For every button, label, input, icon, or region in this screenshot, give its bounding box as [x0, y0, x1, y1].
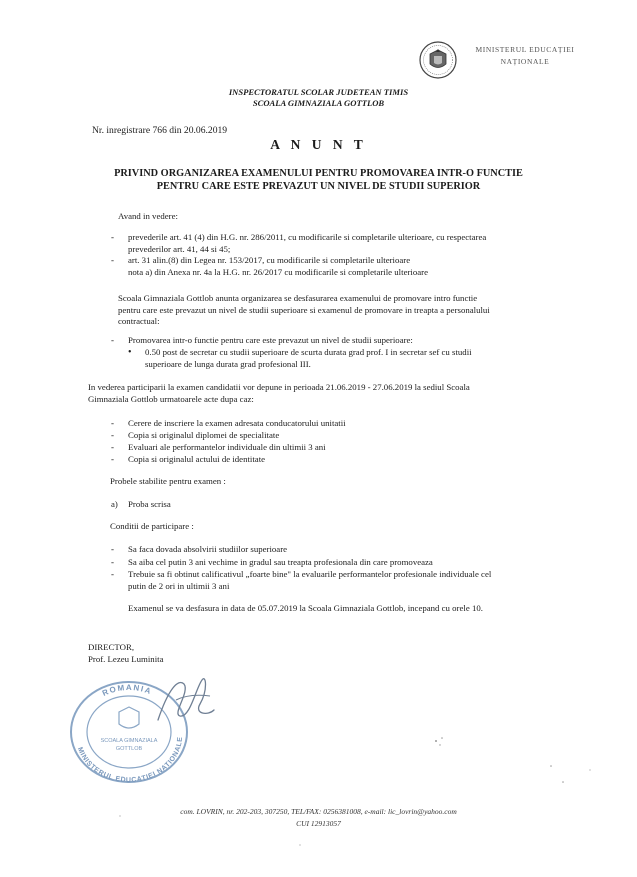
legal-item: prevederile art. 41 (4) din H.G. nr. 286/2011, cu modificarile si completarile ulterioare, cu respectarea prevederilor art. 41, 44 si 45; [128, 232, 487, 254]
promotion-line: Promovarea intr-o functie pentru care este prevazut un nivel de studii superioare: [128, 335, 413, 345]
list-item: Copia si originalul diplomei de specialitate [128, 430, 280, 440]
ministry-line-2: NAȚIONALE [500, 57, 550, 66]
footer [0, 806, 637, 830]
subtitle-line-2: PENTRU CARE ESTE PREVAZUT UN NIVEL DE STUDII SUPERIOR [156, 181, 481, 192]
registration-number: Nr. inregistrare 766 din 20.06.2019 [92, 125, 228, 136]
test-item: Proba scrisa [128, 499, 171, 509]
inspectorate-name: INSPECTORATUL SCOLAR JUDETEAN TIMIS [228, 87, 409, 97]
svg-text:ROMANIA: ROMANIA [100, 682, 154, 699]
dash-bullet: - [111, 454, 114, 464]
announcement-paragraph: Scoala Gimnaziala Gottlob anunta organizarea se desfasurarea examenului de promovare intro functie pentru care este prevazut un nivel de studii superioare si examenul de promovare in treapta a personalului contractual: [118, 293, 490, 326]
dash-bullet: - [111, 442, 114, 452]
footer-cui: CUI 12913057 [296, 819, 341, 828]
test-marker: a) [111, 499, 118, 509]
dash-bullet: - [111, 335, 114, 345]
dash-bullet: - [111, 544, 114, 554]
list-item: Copia si originalul actului de identitate [128, 454, 266, 464]
dash-bullet: - [111, 418, 114, 428]
having-regard-label: Avand in vedere: [118, 211, 178, 221]
list-item: Evaluari ale performantelor individuale din ultimii 3 ani [128, 442, 326, 452]
director-role: DIRECTOR, [88, 642, 135, 652]
round-bullet: • [128, 347, 132, 358]
exam-date-line: Examenul se va desfasura in data de 05.07.2019 la Scoala Gimnaziala Gottlob, incepand cu orele 10. [128, 603, 483, 613]
signature-block [88, 642, 163, 665]
ministry-line-1: MINISTERUL EDUCAȚIEI [475, 45, 575, 54]
svg-text:MINISTERUL EDUCATIEI NATIONALE: MINISTERUL EDUCATIEI NATIONALE [75, 736, 185, 785]
ministry-name [466, 44, 584, 68]
romania-coat-of-arms-icon [418, 40, 458, 80]
list-item: Sa faca dovada absolvirii studiilor superioare [128, 544, 288, 554]
conditions-heading: Conditii de participare : [110, 521, 194, 531]
list-item: Trebuie sa fi obtinut calificativul „foarte bine" la evaluarile performantelor profesionale individuale cel putin de 2 ori in ultimii 3 ani [128, 569, 492, 591]
document-subtitle [60, 167, 577, 193]
dash-bullet: - [111, 430, 114, 440]
list-item: Sa aiba cel putin 3 ani vechime in gradul sau treapta profesionala din care promoveaza [128, 557, 433, 567]
svg-text:GOTTLOB: GOTTLOB [115, 746, 143, 752]
subtitle-line-1: PRIVIND ORGANIZAREA EXAMENULUI PENTRU PROMOVAREA INTR-O FUNCTIE [114, 168, 523, 179]
school-name: SCOALA GIMNAZIALA GOTTLOB [252, 98, 385, 108]
list-item: Cerere de inscriere la examen adresata conducatorului unitatii [128, 418, 346, 428]
dash-bullet: - [111, 232, 114, 242]
legal-item: art. 31 alin.(8) din Legea nr. 153/2017, cu modificarile si completarile ulterioare nota a) din Anexa nr. 4a la H.G. nr. 26/2017 cu modificarile si completarile ulterioare [128, 255, 428, 277]
dash-bullet: - [111, 569, 114, 579]
tests-heading: Probele stabilite pentru examen : [110, 476, 226, 486]
institution-header [0, 87, 637, 109]
dash-bullet: - [111, 255, 114, 265]
footer-contact: com. LOVRIN, nr. 202-203, 307250, TEL/FAX: 0256381008, e-mail: lic_lovrin@yahoo.com [180, 807, 457, 816]
dash-bullet: - [111, 557, 114, 567]
post-description: 0.50 post de secretar cu studii superioare de scurta durata grad prof. I in secretar sef cu studii superioare de lunga durata grad profesional III. [145, 347, 472, 369]
svg-text:SCOALA GIMNAZIALA: SCOALA GIMNAZIALA [100, 738, 158, 744]
handwritten-signature-icon [150, 670, 220, 730]
deposit-paragraph: In vederea participarii la examen candidatii vor depune in perioada 21.06.2019 - 27.06.2019 la sediul Scoala Gimnaziala Gottlob urmatoarele acte dupa caz: [88, 382, 470, 404]
document-title: A N U N T [270, 137, 367, 152]
director-name: Prof. Lezeu Luminita [88, 653, 164, 664]
